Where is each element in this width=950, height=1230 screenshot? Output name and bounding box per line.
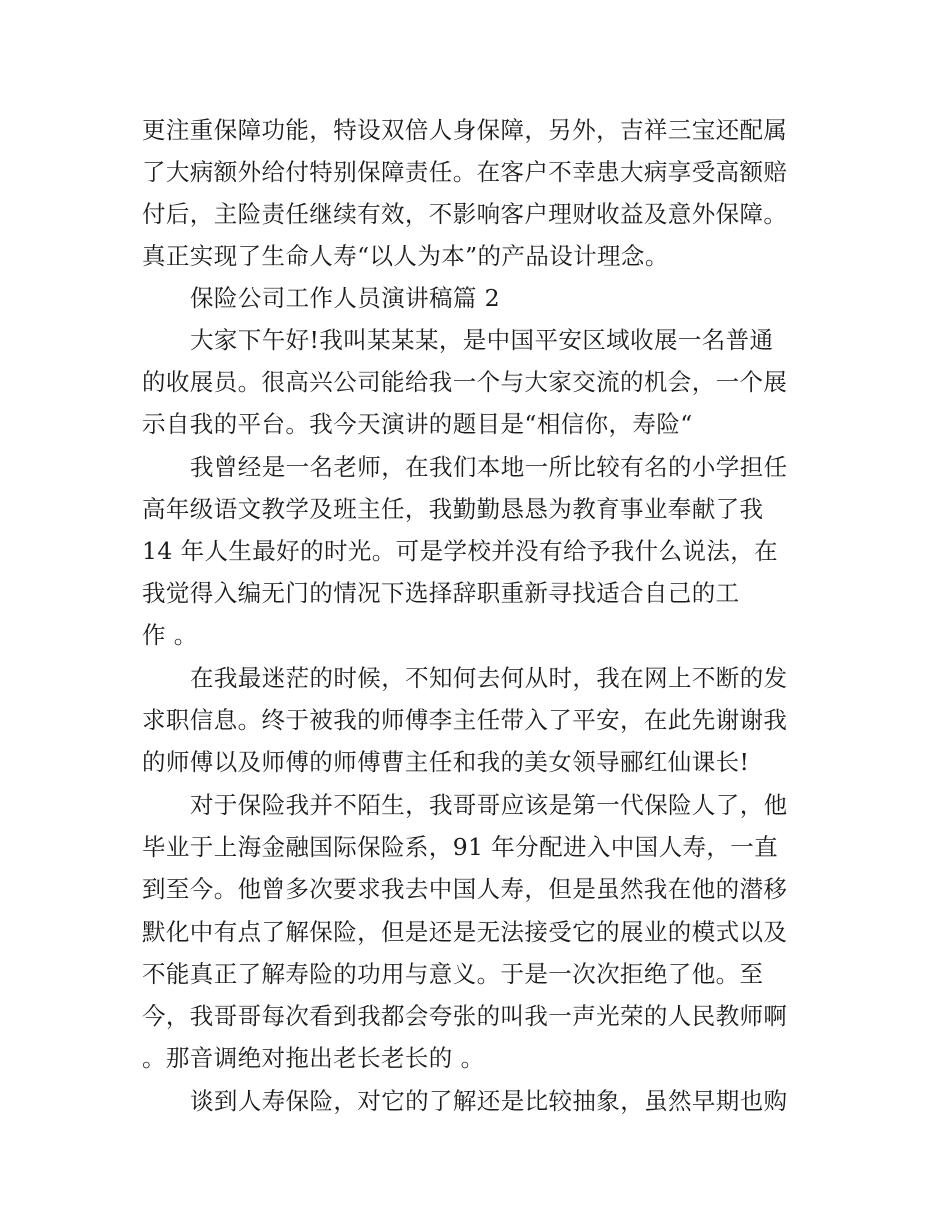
text-line: 了大病额外给付特别保障责任。在客户不幸患大病享受高额赔 [142, 158, 788, 186]
text-line: 毕业于上海金融国际保险系，91 年分配进入中国人寿，一直 [142, 833, 779, 861]
text-line: 的师傅以及师傅的师傅曹主任和我的美女领导郦红仙课长! [142, 748, 750, 776]
text-line: 对于保险我并不陌生，我哥哥应该是第一代保险人了，他 [190, 791, 788, 819]
text-line: 我曾经是一名老师，在我们本地一所比较有名的小学担任 [190, 453, 788, 481]
text-line: 默化中有点了解保险，但是还是无法接受它的展业的模式以及 [142, 918, 788, 946]
text-line: 作 。 [142, 621, 198, 649]
text-line: 更注重保障功能，特设双倍人身保障，另外，吉祥三宝还配属 [142, 116, 788, 144]
text-line: 到至今。他曾多次要求我去中国人寿，但是虽然我在他的潜移 [142, 875, 788, 903]
text-line: 今，我哥哥每次看到我都会夸张的叫我一声光荣的人民教师啊 [142, 1002, 788, 1030]
text-line: 大家下午好!我叫某某某，是中国平安区域收展一名普通 [190, 326, 774, 354]
text-line: 付后，主险责任继续有效，不影响客户理财收益及意外保障。 [142, 200, 788, 228]
text-line: 不能真正了解寿险的功用与意义。于是一次次拒绝了他。至 [142, 960, 764, 988]
text-line: 在我最迷茫的时候，不知何去何从时，我在网上不断的发 [190, 664, 788, 692]
text-line: 谈到人寿保险，对它的了解还是比较抽象，虽然早期也购 [190, 1087, 788, 1115]
text-line: 的收展员。很高兴公司能给我一个与大家交流的机会，一个展 [142, 368, 788, 396]
text-line: 求职信息。终于被我的师傅李主任带入了平安，在此先谢谢我 [142, 706, 788, 734]
text-line: 我觉得入编无门的情况下选择辞职重新寻找适合自己的工 [142, 579, 740, 607]
text-line: 示自我的平台。我今天演讲的题目是“相信你，寿险“ [142, 410, 693, 438]
text-line: 真正实现了生命人寿“以人为本”的产品设计理念。 [142, 242, 669, 270]
section-heading: 保险公司工作人员演讲稿篇 2 [190, 284, 501, 312]
text-line: 高年级语文教学及班主任，我勤勤恳恳为教育事业奉献了我 [142, 495, 764, 523]
text-line: 14 年人生最好的时光。可是学校并没有给予我什么说法，在 [142, 537, 779, 565]
text-line: 。那音调绝对拖出老长老长的 。 [142, 1044, 485, 1072]
